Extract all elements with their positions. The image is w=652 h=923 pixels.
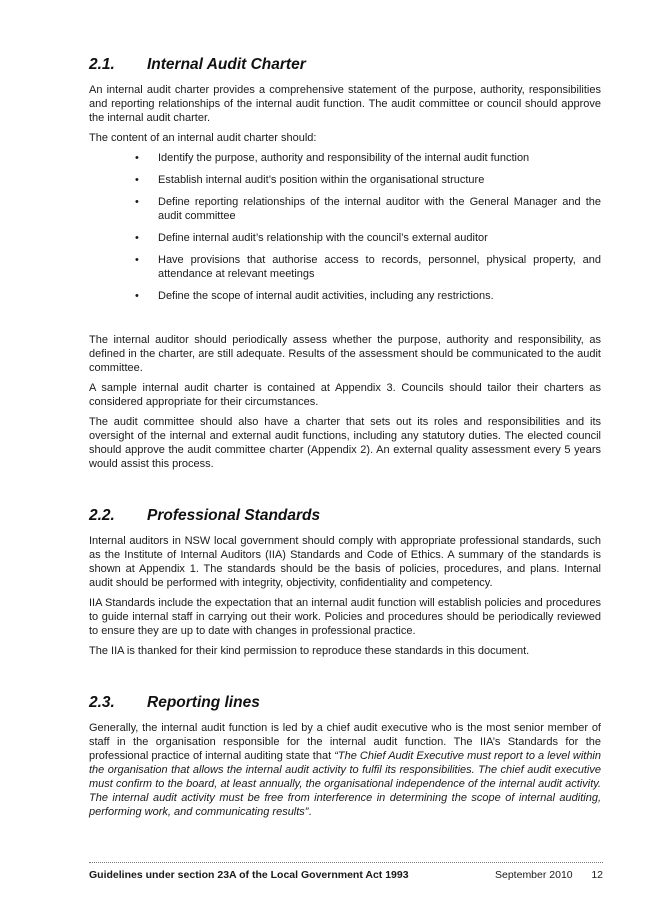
section-title: Internal Audit Charter bbox=[147, 56, 306, 73]
page-footer bbox=[89, 862, 603, 882]
paragraph-text: Generally, the internal audit function is led by a chief audit executive who is the most senior member of staff in the organisation responsible for the internal audit function. The IIA’s Standards for the professional practice of internal auditing state that bbox=[89, 722, 601, 762]
section-number: 2.3. bbox=[89, 694, 115, 711]
bullet-list bbox=[89, 151, 601, 303]
page-content bbox=[89, 56, 601, 825]
list-item-text: Define reporting relationships of the internal auditor with the General Manager and the audit committee bbox=[158, 196, 601, 222]
bullet-icon: • bbox=[135, 174, 139, 186]
bullet-icon: • bbox=[135, 152, 139, 164]
paragraph: The audit committee should also have a charter that sets out its roles and responsibilities and its oversight of the internal and external audit functions, including any statutory duties. The elected council should approve the audit committee charter (Appendix 2). An external quality assessment every 5 years would assist this process. bbox=[89, 416, 601, 470]
paragraph-text: . bbox=[308, 806, 312, 818]
section-title: Reporting lines bbox=[147, 694, 260, 711]
footer-title: Guidelines under section 23A of the Local Government Act 1993 bbox=[89, 869, 409, 881]
paragraph bbox=[89, 721, 601, 819]
paragraph: A sample internal audit charter is contained at Appendix 3. Councils should tailor their charters as considered appropriate for their circumstances. bbox=[89, 382, 601, 408]
footer-date: September 2010 bbox=[495, 869, 573, 881]
paragraph: The internal auditor should periodically assess whether the purpose, authority and responsibility, as defined in the charter, are still adequate. Results of the assessment should be communicated to the audit committee. bbox=[89, 334, 601, 374]
section-number: 2.1. bbox=[89, 56, 115, 73]
bullet-icon: • bbox=[135, 232, 139, 244]
paragraph: IIA Standards include the expectation that an internal audit function will establish policies and procedures to guide internal staff in carrying out their work. Policies and procedures should be periodically reviewed to ensure they are up to date with changes in professional practice. bbox=[89, 597, 601, 637]
list-item-text: Have provisions that authorise access to records, personnel, physical property, and attendance at relevant meetings bbox=[158, 254, 601, 280]
list-item bbox=[134, 289, 601, 303]
list-item bbox=[134, 151, 601, 165]
paragraph: An internal audit charter provides a comprehensive statement of the purpose, authority, responsibilities and reporting relationships of the internal audit function. The audit committee or council should approve the internal audit charter. bbox=[89, 84, 601, 124]
list-item-text: Define the scope of internal audit activities, including any restrictions. bbox=[158, 290, 494, 302]
list-item-text: Identify the purpose, authority and responsibility of the internal audit function bbox=[158, 152, 530, 164]
section-heading-reporting-lines bbox=[89, 694, 601, 712]
list-item bbox=[134, 231, 601, 245]
section-heading-internal-audit-charter bbox=[89, 56, 601, 74]
list-item-text: Establish internal audit’s position within the organisational structure bbox=[158, 174, 485, 186]
section-title: Professional Standards bbox=[147, 507, 321, 524]
section-heading-professional-standards bbox=[89, 507, 601, 525]
list-item bbox=[134, 195, 601, 223]
bullet-icon: • bbox=[135, 290, 139, 302]
section-number: 2.2. bbox=[89, 507, 115, 524]
paragraph: Internal auditors in NSW local government should comply with appropriate professional standards, such as the Institute of Internal Auditors (IIA) Standards and Code of Ethics. A summary of the standards is shown at Appendix 1. The standards should be the basis of policies, procedures, and plans. Internal audit should be performed with integrity, objectivity, confidentiality and competency. bbox=[89, 535, 601, 589]
bullet-icon: • bbox=[135, 254, 139, 266]
list-item-text: Define internal audit’s relationship with the council’s external auditor bbox=[158, 232, 488, 244]
quotation: “The Chief Audit Executive must report to a level within the organisation that allows the internal audit activity to fulfil its responsibilities. The chief audit executive must confirm to the board, at least annually, the organisational independence of the internal audit activity. The internal audit activity must be free from interference in determining the scope of internal auditing, performing work, and communicating results” bbox=[89, 750, 601, 818]
list-item bbox=[134, 173, 601, 187]
paragraph: The content of an internal audit charter should: bbox=[89, 132, 317, 144]
paragraph: The IIA is thanked for their kind permission to reproduce these standards in this document. bbox=[89, 645, 530, 657]
page-number: 12 bbox=[591, 869, 603, 881]
list-item bbox=[134, 253, 601, 281]
bullet-icon: • bbox=[135, 196, 139, 208]
